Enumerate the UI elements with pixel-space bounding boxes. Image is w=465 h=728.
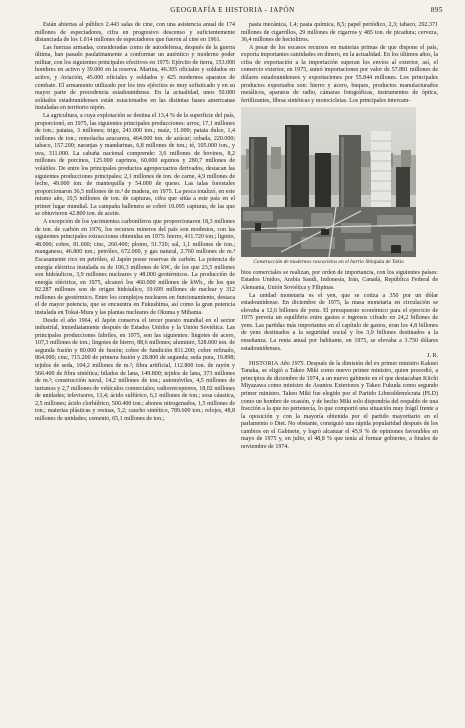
paragraph-history	[241, 361, 438, 452]
paragraph-trade-cont: bios comerciales se realizan, por orden de importancia, con los siguientes países: Estados Unidos, Arabia Saudí, Indonesia, Irán, Canadá, República Federal de Alemania, Unión Soviética y Filipinas.	[241, 269, 438, 291]
paragraph-industry-cont: pasta mecánica, 1,4; pasta química, 8,5; papel periódico, 2,3; tabaco, 292.371 millones de cigarrillos, 29 millones de cigarros y 485 ton. de picadura; cerveza, 36,4 millones de hectolitros.	[241, 22, 438, 44]
skyline-photo	[241, 107, 416, 257]
paragraph-cinema: Están abiertas al público 2.443 salas de cine, con una asistencia anual de 174 millones de espectadores, cifra en progresivo descenso y suficientemente distanciada de los 1.014 millones de espectadores que fueron al cine en 1961.	[35, 22, 235, 44]
photo-caption: Construcción de modernos rascacielos en el barrio Shinjuku de Tokio	[253, 259, 404, 266]
paragraph-mining-energy: A excepción de los yacimientos carboníferos que proporcionaron 18,3 millones de ton. de carbón en 1976, los recursos mineros del país son modestos, con las siguientes principales extracciones obtenidas en 1975: hierro, 411.720 ton.; lignito, 48.000; cobre, 81.600; cinc, 260.400; plomo, 51.720; sal, 1,1 millones de ton.; manganeso, 46.800 ton.; petróleo, 672.000, y gas natural, 2.760 millones de m.³ Escasamente rico en petróleo, el Japón posee reservas de carbón. La potencia de energía eléctrica instalada es de 106,3 millones de kW., de los que 23,5 millones son hidráulicos, 3,9 millones nucleares y 48.000 geotérmicos. La producción de energía eléctrica, en 1975, alcanzó los 460.000 millones de kWh., de los que 82.287 millones son de origen hidráulico, 19.699 millones de nuclear y 312 millones de geotérmico. Entre los complejos nucleares en funcionamiento, destaca el de mayor potencia, que se encuentra en Fukushima, así como la gran potencia instalada en Tokai-Mura y las plantas nucleares de Okuma y Mihama.	[35, 219, 235, 316]
history-text: Después de la dimisión del ex primer ministro Kakuei Tanaka, se eligió a Takeo Miki como nuevo primer ministro, quien procedió, a principios de diciembre de 1974, a un nuevo gabinete en el que destacaban Kiichi Miyazawa como ministro de Asuntos Exteriores y Takeo Fukuda como segundo primer ministro. Takeo Miki fue elegido por el Partido Liberaldemócrata (PLD) como un hombre de ocasión, y de hecho Miki solo dispondría del respaldo de una fracción a la que no pertenecía, lo que comportó una situación muy frágil frente a la oposición y con la mayoría obtenida por el partido mayoritario en el parlamento o Diet. No obstante, consiguió una rápida popularidad después de los cambios en el Gabinete, y logró alcanzar el 45,9 % de opiniones favorables en mayo de 1975 y, en julio, el 48,8 % que tenía al formar gobierno, a finales de noviembre de 1974.	[241, 360, 438, 451]
author-signature: J. R.	[427, 353, 438, 360]
page-number: 895	[430, 6, 443, 14]
paragraph-agriculture: La agricultura, a cuya explotación se destina el 13,4 % de la superficie del país, proporcionó, en 1975, las siguientes principales producciones: arroz, 17,1 millones de ton.; patatas, 3 millones; trigo, 241.000 ton.; maíz, 11.000; patata dulce, 1,4 millones de ton.; remolacha azucarera, 464.000 ton. de azúcar; cebada, 220.000; tabaco, 157.200; naranjas y mandarinas, 6,8 millones de ton.; té, 105.000 ton., y uva, 311.000. La cabaña nacional comprende: 3,6 millones de bovinos, 8,2 millones de porcinos, 125.000 caprinos, 60.000 equinos y 280,7 millones de volátiles. De entre los principales productos agropecuarios derivados, destacan las siguientes producciones principales: 2,1 millones de ton. de carne, 4,9 millones de leche, 49.000 ton. de mantequilla y 54.000 de queso. Las talas forestales proporcionaron 36,5 millones de m.³ de madera, en 1975. La pesca totalizó, en este mismo año, 10,5 millones de ton. de capturas, cifra que sitúa a este país en el primer lugar mundial. La campaña ballenera se cobró 10.095 capturas, de las que se obtuvieron 42.800 ton. de aceite.	[35, 112, 235, 218]
page-header	[0, 4, 465, 18]
figure	[241, 107, 438, 265]
left-column	[35, 22, 235, 712]
paragraph-armed-forces: Las fuerzas armadas, consideradas como de autodefensa, después de la guerra última, han pasado paulatinamente a conformar un auténtico y moderno poder militar, con los siguientes principales efectivos en 1975: Ejército de tierra, 153.000 hombres en activo y 39.000 en la reserva. Marina, 46.305 oficiales y soldados en activo, y Aviación, 45.000 oficiales y soldados y 425 modernos aparatos de combate. El armamento utilizado por los tres ejércitos es muy sofisticado y en su mayor parte de procedencia estadounidense. En la actualidad, unos 50.000 soldados estadounidenses están estacionados en las distintas bases americanas instaladas en territorio nipón.	[35, 44, 235, 112]
running-title: GEOGRAFÍA E HISTORIA - JAPÓN	[170, 6, 295, 14]
paragraph-trade: A pesar de los escasos recursos en materias primas de que dispone el país, exporta importantes cantidades en dinero, en la actualidad. En los últimos años, la cifra de exportación a la importación superan los envíos al exterior, así, el comercio exterior, en 1975, sumó importaciones por valor de 57.881 millones de dólares estadounidenses y exportaciones por 55.844 millones. Los principales productos exportados son: hierro y acero, buques, productos manufacturados metálicos, aparatos de radio, cámaras fotográficas, instrumentos de óptica, fertilizantes, fibras sintéticas y motocicletas. Los principales intercam-	[241, 44, 438, 104]
paragraph-currency: La unidad monetaria es el yen, que se cotiza a 350 por un dólar estadounidense. En diciembre de 1975, la masa monetaria en circulación se elevaba a 12,6 billones de yens. El presupuesto económico para el ejercicio de 1975 preveía un equilibrio entre gastos e ingresos cifrado en 24,2 billones de yens. Las partidas más importantes en el capítulo de gastos, eran los 4,8 billones de yens destinados a la seguridad social y los 3,9 billones destinados a la enseñanza. La renta anual por habitante, en 1975, se elevaba a 3.750 dólares estadounidenses.	[241, 292, 438, 352]
history-year: Año 1975.	[280, 360, 307, 367]
history-heading: HISTORIA	[249, 360, 281, 367]
right-column	[241, 22, 438, 722]
paragraph-industry: Desde el año 1964, el Japón conserva el tercer puesto mundial en el sector industrial, inmediatamente después de Estados Unidos y la Unión Soviética. Las principales producciones fabriles, en 1975, son las siguientes: lingotes de acero, 107,3 millones de ton.; lingotes de hierro, 88,6 millones; aluminio, 528.000 ton. de segunda fusión y 80.000 de fusión; cobre de fundición 811.200; cobre refinado, 864.000; cinc, 715.200 de primera fusión y 28.800 de segunda; seda pura, 19.898; tejidos de seda, 104,2 millones de m.²; fibra artificial, 112.800 ton. de rayón y 566.400 de fibra sintética; hilados de lana, 149.800; tejidos de lana, 373 millones de m.²; construcción naval, 14,2 millones de ton.; automóviles, 4,5 millones de turismos y 2,7 millones de vehículos comerciales; radiorreceptores, 18,02 millones de unidades; televisores, 13,4; ácido sulfúrico, 6,1 millones de ton.; sosa cáustica, 2,5 millones; ácido clorhídrico, 500.400 ton.; abonos nitrogenados, 1,5 millones de ton.; materias plásticas y resinas, 5,2; caucho sintético, 789.600 ton.; relojes, 48,8 millones de unidades; cemento, 65,1 millones de ton.;	[35, 317, 235, 423]
